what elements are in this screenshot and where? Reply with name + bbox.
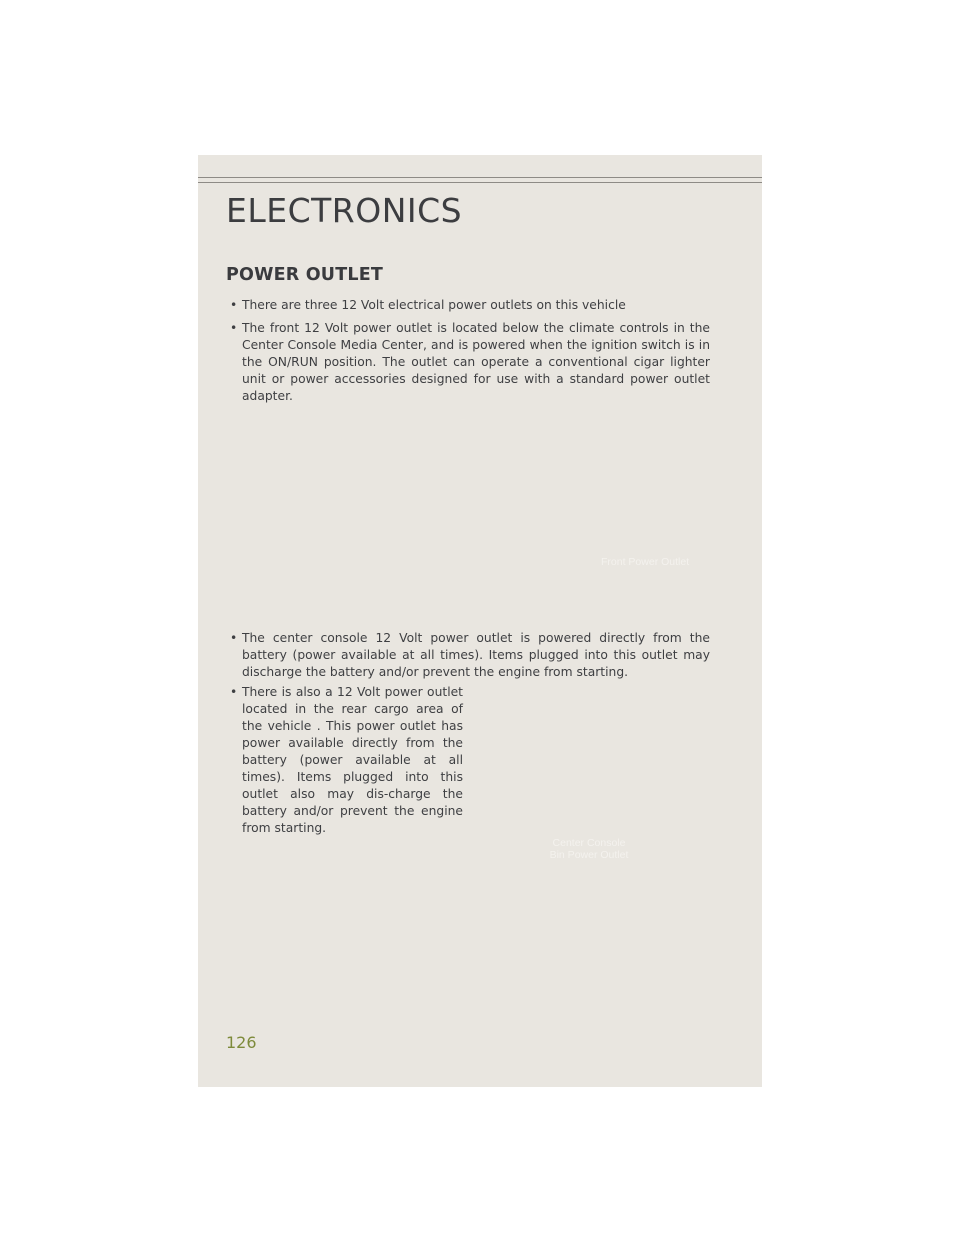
manual-page [198,155,762,1087]
bullet-item [228,320,710,405]
bullet-icon: • [230,685,238,699]
section-title: ELECTRONICS [226,191,463,230]
bullet-icon: • [230,298,238,312]
page-number: 126 [226,1033,257,1052]
bullet-list-rear [228,684,463,843]
console-outlet-caption [544,837,634,861]
bullet-item [228,297,710,314]
bullet-text: There is also a 12 Volt power outlet located in the rear cargo area of the vehicle . This power outlet has power available directly from the battery (power available at all times). Items plugged into this outlet also may dis-charge the battery and/or prevent the engine from starting. [242,685,463,835]
front-outlet-caption: Front Power Outlet [601,556,690,568]
bullet-icon: • [230,321,238,335]
bullet-icon: • [230,631,238,645]
bullet-text: There are three 12 Volt electrical power outlets on this vehicle [242,298,626,312]
bullet-text: The front 12 Volt power outlet is located below the climate controls in the Center Console Media Center, and is powered when the ignition switch is in the ON/RUN position. The outlet can operate a conventional cigar lighter unit or power accessories designed for use with a standard power outlet adapter. [242,321,710,403]
bullet-item [228,684,463,837]
bullet-list-center [228,630,710,687]
page-heading: POWER OUTLET [226,265,383,285]
console-caption-line: Center Console [552,837,626,849]
header-rule-bottom [198,182,762,183]
bullet-list-top [228,297,710,411]
console-caption-line: Bin Power Outlet [549,849,629,861]
header-rule-top [198,177,762,178]
bullet-item [228,630,710,681]
bullet-text: The center console 12 Volt power outlet is powered directly from the battery (power available at all times). Items plugged into this outlet may discharge the battery and/or prevent the engine from starting. [242,631,710,679]
